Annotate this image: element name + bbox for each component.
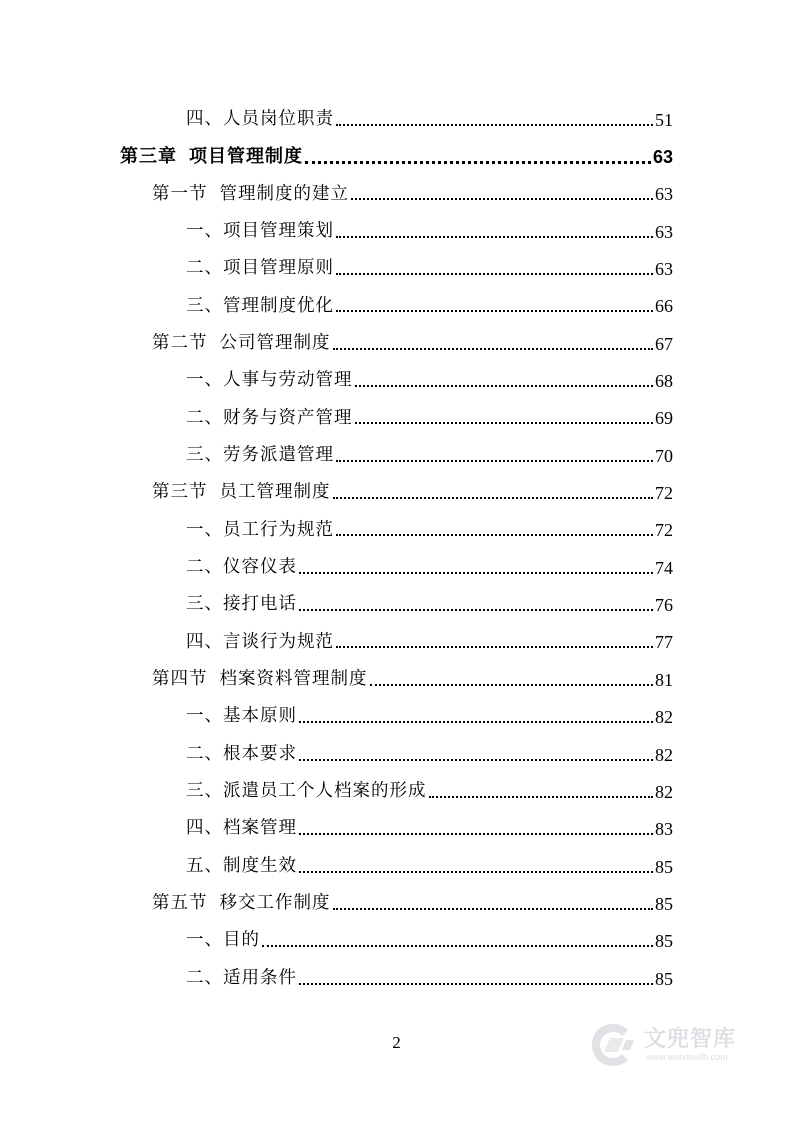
toc-entry-page: 85 (655, 893, 673, 914)
toc-entry[interactable] (0, 362, 793, 399)
toc-dot-leader (355, 385, 654, 387)
toc-entry-text: 项目管理策划 (223, 220, 334, 241)
toc-entry-page: 82 (655, 707, 673, 728)
toc-entry-title (186, 932, 260, 950)
toc-entry-title (186, 220, 334, 241)
toc-entry-page: 63 (652, 147, 673, 168)
toc-entry-title (186, 447, 334, 465)
toc-entry[interactable] (0, 549, 793, 586)
toc-entry-page: 83 (655, 819, 673, 840)
toc-entry-number: 第二节 (152, 332, 208, 353)
toc-entry-text: 项目管理制度 (189, 146, 303, 168)
toc-entry-title (186, 820, 297, 838)
toc-entry-text: 言谈行为规范 (223, 631, 334, 652)
toc-entry-text: 管理制度的建立 (219, 183, 349, 204)
toc-entry-number: 三、 (186, 445, 223, 466)
toc-entry-title (186, 407, 353, 428)
toc-dot-leader (299, 871, 653, 873)
toc-entry-title (152, 671, 368, 689)
toc-entry[interactable] (0, 213, 793, 250)
toc-entry-text: 移交工作制度 (219, 893, 331, 914)
toc-dot-leader (355, 422, 654, 424)
toc-entry[interactable] (0, 250, 793, 287)
toc-entry-text: 管理制度优化 (223, 295, 334, 316)
toc-entry[interactable] (0, 512, 793, 549)
toc-entry-page: 85 (655, 968, 673, 989)
toc-entry-title (186, 855, 297, 876)
toc-entry-title (186, 295, 334, 316)
toc-entry-number: 二、 (186, 258, 223, 279)
toc-entry-number: 四、 (186, 818, 223, 839)
toc-dot-leader (336, 236, 653, 238)
toc-entry-title (186, 519, 334, 540)
toc-entry-text: 制度生效 (223, 855, 297, 876)
toc-entry-number: 二、 (186, 743, 223, 764)
toc-entry-title (186, 260, 334, 278)
toc-dot-leader (299, 759, 653, 761)
toc-entry-page: 85 (655, 856, 673, 877)
toc-dot-leader (299, 572, 653, 574)
toc-dot-leader (333, 348, 654, 350)
toc-entry-text: 接打电话 (223, 594, 297, 615)
toc-entry-title (186, 743, 297, 764)
toc-entry-text: 档案资料管理制度 (219, 669, 368, 690)
toc-entry[interactable] (0, 885, 793, 922)
toc-entry[interactable] (0, 773, 793, 810)
toc-entry-text: 适用条件 (223, 967, 297, 988)
toc-entry-text: 档案管理 (223, 818, 297, 839)
toc-entry[interactable] (0, 288, 793, 325)
table-of-contents (0, 101, 793, 997)
toc-entry-page: 63 (655, 184, 673, 205)
toc-entry-title (152, 484, 331, 502)
toc-entry-title (152, 895, 331, 913)
toc-entry-number: 一、 (186, 930, 223, 951)
toc-dot-leader (336, 273, 653, 275)
toc-entry[interactable] (0, 586, 793, 623)
toc-dot-leader (333, 908, 654, 910)
toc-entry[interactable] (0, 811, 793, 848)
toc-entry[interactable] (0, 848, 793, 885)
toc-entry-page: 72 (655, 483, 673, 504)
toc-entry-page: 82 (655, 744, 673, 765)
toc-entry-number: 二、 (186, 967, 223, 988)
toc-entry-title (186, 372, 353, 390)
wendou-logo-icon (588, 1020, 638, 1070)
toc-entry-title (120, 148, 303, 166)
toc-dot-leader (299, 721, 653, 723)
toc-entry-title (186, 559, 297, 577)
toc-dot-leader (336, 124, 653, 126)
toc-entry-number: 第一节 (152, 183, 208, 204)
toc-entry-page: 66 (655, 296, 673, 317)
toc-entry-page: 63 (655, 221, 673, 242)
toc-dot-leader (336, 460, 653, 462)
toc-entry-number: 三、 (186, 781, 223, 802)
toc-entry-page: 81 (655, 669, 673, 690)
toc-entry-number: 四、 (186, 631, 223, 652)
toc-entry-number: 一、 (186, 220, 223, 241)
toc-dot-leader (299, 609, 653, 611)
toc-entry-text: 员工管理制度 (219, 482, 331, 503)
toc-dot-leader (336, 310, 653, 312)
toc-entry-number: 四、 (186, 108, 223, 129)
page-number: 2 (392, 1033, 401, 1052)
toc-entry[interactable] (0, 138, 793, 175)
toc-entry-page: 67 (655, 333, 673, 354)
toc-entry[interactable] (0, 101, 793, 138)
toc-entry-number: 五、 (186, 855, 223, 876)
toc-dot-leader (262, 945, 653, 947)
toc-entry-text: 派遣员工个人档案的形成 (223, 781, 427, 802)
toc-entry-page: 51 (655, 109, 673, 130)
toc-entry-text: 根本要求 (223, 743, 297, 764)
toc-entry-page: 63 (655, 259, 673, 280)
toc-entry-text: 仪容仪表 (223, 557, 297, 578)
toc-entry-number: 第三章 (120, 146, 177, 168)
toc-entry-title (186, 596, 297, 614)
toc-entry-page: 74 (655, 557, 673, 578)
toc-entry-number: 一、 (186, 370, 223, 391)
toc-entry-text: 项目管理原则 (223, 258, 334, 279)
toc-entry-number: 一、 (186, 706, 223, 727)
toc-entry-text: 员工行为规范 (223, 519, 334, 540)
toc-entry-number: 二、 (186, 557, 223, 578)
toc-entry-number: 一、 (186, 519, 223, 540)
toc-entry-page: 69 (655, 408, 673, 429)
toc-entry[interactable] (0, 474, 793, 511)
toc-entry-title (186, 708, 297, 726)
watermark-url: www.wendoulib.com (646, 1052, 728, 1062)
toc-dot-leader (351, 198, 653, 200)
toc-entry-title (186, 783, 427, 801)
toc-entry-title (186, 967, 297, 988)
toc-dot-leader (333, 497, 654, 499)
toc-entry[interactable] (0, 325, 793, 362)
toc-entry-text: 公司管理制度 (219, 332, 331, 353)
toc-entry-number: 二、 (186, 407, 223, 428)
toc-entry-text: 目的 (223, 930, 260, 951)
toc-entry[interactable] (0, 437, 793, 474)
toc-entry-text: 基本原则 (223, 706, 297, 727)
toc-entry-page: 68 (655, 371, 673, 392)
toc-entry-title (186, 631, 334, 652)
toc-dot-leader (299, 833, 653, 835)
toc-entry-number: 第五节 (152, 893, 208, 914)
toc-entry-page: 76 (655, 595, 673, 616)
toc-entry[interactable] (0, 736, 793, 773)
toc-entry-number: 第四节 (152, 669, 208, 690)
toc-entry-page: 82 (655, 781, 673, 802)
toc-entry[interactable] (0, 661, 793, 698)
toc-entry[interactable] (0, 960, 793, 997)
toc-dot-leader (305, 161, 651, 164)
toc-entry-text: 人事与劳动管理 (223, 370, 353, 391)
toc-entry[interactable] (0, 624, 793, 661)
toc-entry-page: 77 (655, 632, 673, 653)
toc-entry-text: 人员岗位职责 (223, 108, 334, 129)
toc-dot-leader (336, 646, 653, 648)
toc-dot-leader (370, 684, 654, 686)
toc-entry[interactable] (0, 923, 793, 960)
toc-entry-number: 三、 (186, 295, 223, 316)
toc-entry-page: 85 (655, 931, 673, 952)
toc-entry[interactable] (0, 699, 793, 736)
toc-entry-title (152, 332, 331, 353)
toc-dot-leader (429, 796, 654, 798)
toc-entry-page: 70 (655, 445, 673, 466)
watermark (588, 1018, 763, 1074)
toc-entry-text: 劳务派遣管理 (223, 445, 334, 466)
toc-dot-leader (299, 983, 653, 985)
watermark-name: 文兜智库 (644, 1027, 737, 1052)
toc-dot-leader (336, 534, 653, 536)
toc-entry-title (152, 183, 349, 204)
toc-entry-title (186, 108, 334, 129)
toc-entry-number: 第三节 (152, 482, 208, 503)
toc-entry[interactable] (0, 176, 793, 213)
toc-entry-number: 三、 (186, 594, 223, 615)
toc-entry[interactable] (0, 400, 793, 437)
toc-entry-text: 财务与资产管理 (223, 407, 353, 428)
toc-entry-page: 72 (655, 520, 673, 541)
